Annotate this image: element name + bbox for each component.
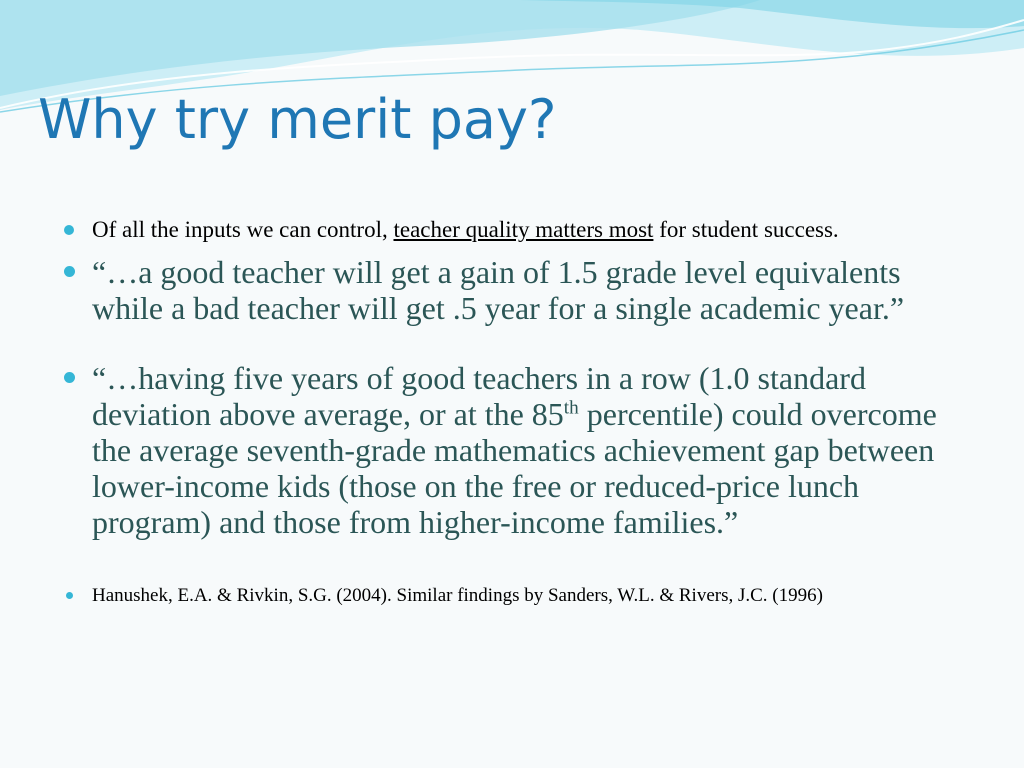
underlined-phrase: teacher quality matters most [393, 217, 654, 242]
bullet-dot-icon [64, 266, 75, 277]
bullet-quote-grade-gain [62, 254, 962, 326]
quote-text-before: “…having five years of good teachers in a row (1.0 standard deviation above average, or at the 85 [92, 360, 866, 432]
bullet-dot-icon [64, 225, 74, 235]
slide-title: Why try merit pay? [38, 88, 557, 151]
bullet-list [62, 216, 962, 608]
bullet-citation [62, 584, 962, 608]
ordinal-suffix: th [563, 397, 579, 419]
quote-text-after: percentile) could overcome the average seventh-grade mathematics achievement gap between lower-income kids (those on the free or reduced-price lunch program) and those from higher-income families.” [92, 396, 937, 540]
bullet-text-before: Of all the inputs we can control, [92, 217, 394, 242]
bullet-teacher-quality [62, 216, 962, 244]
bullet-dot-icon [64, 372, 75, 383]
bullet-quote-achievement-gap [62, 360, 962, 540]
citation-text: Hanushek, E.A. & Rivkin, S.G. (2004). Similar findings by Sanders, W.L. & Rivers, J.C. (1996) [92, 585, 823, 606]
bullet-text-after: for student success. [653, 217, 839, 242]
quote-text: “…a good teacher will get a gain of 1.5 grade level equivalents while a bad teacher will get .5 year for a single academic year.” [92, 254, 905, 326]
bullet-dot-icon [66, 592, 73, 599]
